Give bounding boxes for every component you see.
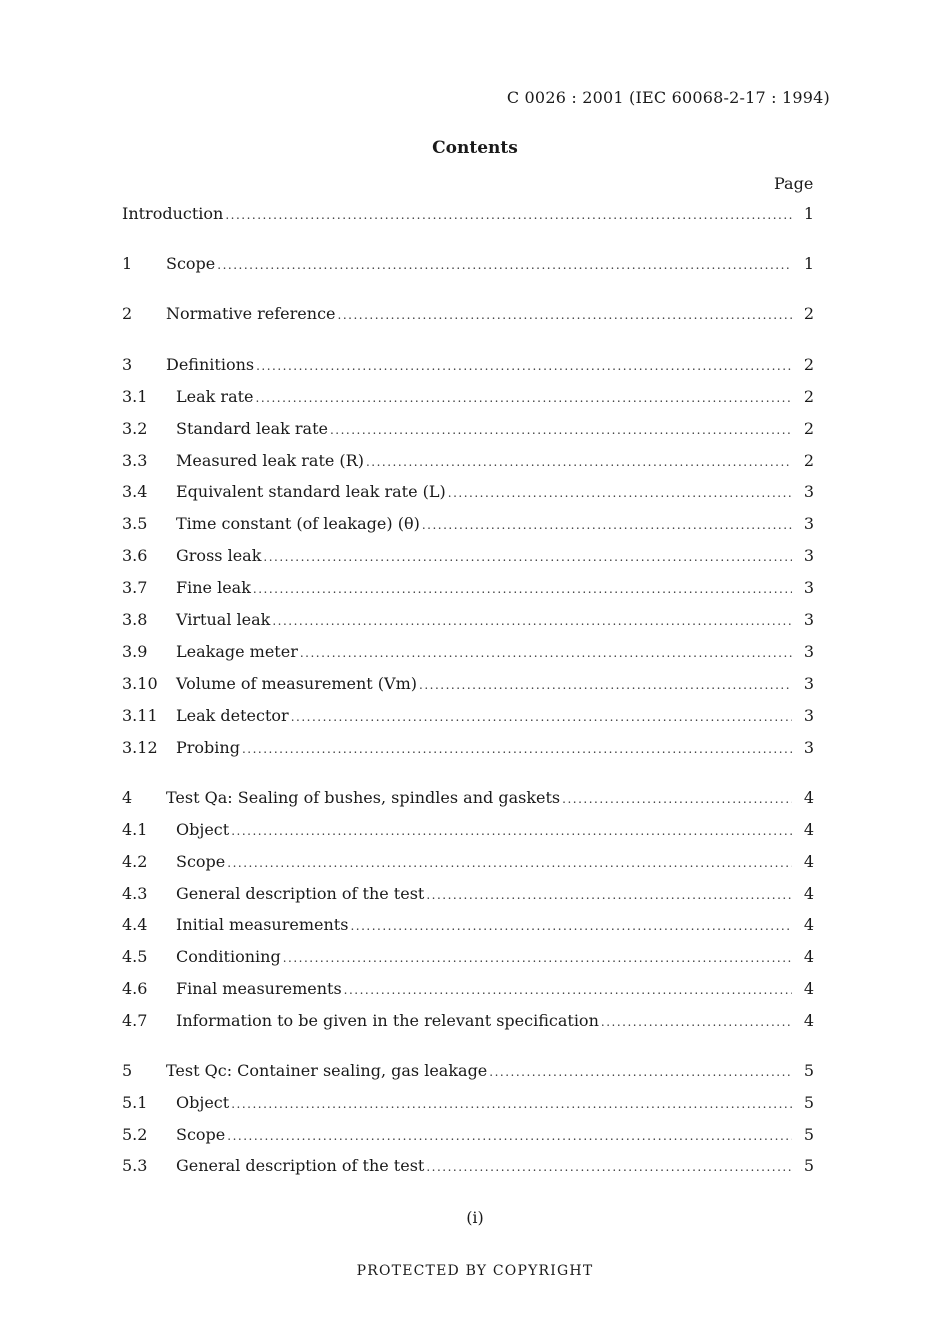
toc-label: Volume of measurement (Vm) [176, 674, 417, 693]
dot-leader [562, 788, 792, 810]
dot-leader [330, 419, 792, 441]
toc-label: Normative reference [166, 304, 336, 323]
toc-entry-3-8[interactable] [122, 609, 814, 631]
toc-page: 2 [803, 355, 814, 374]
copyright-notice: PROTECTED BY COPYRIGHT [356, 1263, 594, 1279]
toc-number: 5.1 [122, 1093, 148, 1112]
toc-number: 4 [122, 788, 133, 807]
toc-number: 3.5 [122, 514, 148, 533]
toc-label: Equivalent standard leak rate (L) [176, 482, 446, 501]
toc-label: Probing [176, 738, 240, 757]
toc-number: 4.4 [122, 915, 148, 934]
toc-label: Conditioning [176, 947, 281, 966]
toc-label: Standard leak rate [176, 419, 328, 438]
dot-leader [225, 204, 792, 226]
dot-leader [489, 1061, 792, 1083]
dot-leader [253, 578, 792, 600]
toc-page: 2 [803, 419, 814, 438]
toc-entry-3-10[interactable] [122, 673, 814, 695]
toc-page: 4 [803, 979, 814, 998]
toc-label: Information to be given in the relevant specification [176, 1011, 599, 1030]
toc-label: Scope [176, 1125, 226, 1144]
toc-number: 3.2 [122, 419, 148, 438]
toc-number: 1 [122, 254, 133, 273]
toc-entry-4-7[interactable] [122, 1010, 814, 1032]
toc-entry-1[interactable] [122, 253, 814, 275]
dot-leader [601, 1011, 792, 1033]
toc-label: Leak detector [176, 706, 289, 725]
toc-entry-3-12[interactable] [122, 737, 814, 759]
toc-page: 4 [803, 884, 814, 903]
toc-page: 5 [803, 1061, 814, 1080]
dot-leader [291, 706, 792, 728]
dot-leader [256, 387, 793, 409]
toc-entry-4-4[interactable] [122, 914, 814, 936]
toc-entry-introduction[interactable] [122, 203, 814, 225]
toc-entry-4-3[interactable] [122, 883, 814, 905]
toc-number: 4.3 [122, 884, 148, 903]
toc-entry-3-1[interactable] [122, 386, 814, 408]
toc-label: Object [176, 1093, 230, 1112]
toc-number: 5.3 [122, 1156, 148, 1175]
toc-number: 4.2 [122, 852, 148, 871]
dot-leader [227, 852, 792, 874]
toc-page: 1 [803, 204, 814, 223]
toc-label: Gross leak [176, 546, 262, 565]
toc-label: Time constant (of leakage) (θ) [176, 514, 420, 533]
toc-number: 5 [122, 1061, 133, 1080]
toc-number: 3.7 [122, 578, 148, 597]
toc-entry-3-7[interactable] [122, 577, 814, 599]
toc-page: 5 [803, 1093, 814, 1112]
dot-leader [256, 355, 792, 377]
toc-page: 2 [803, 304, 814, 323]
toc-entry-3[interactable] [122, 354, 814, 376]
dot-leader [344, 979, 792, 1001]
dot-leader [350, 915, 792, 937]
toc-number: 3.10 [122, 674, 158, 693]
toc-number: 3.9 [122, 642, 148, 661]
toc-label: Fine leak [176, 578, 251, 597]
toc-number: 3.8 [122, 610, 148, 629]
dot-leader [419, 674, 792, 696]
toc-label: Scope [176, 852, 226, 871]
toc-number: 3.4 [122, 482, 148, 501]
dot-leader [338, 304, 793, 326]
toc-label: Leakage meter [176, 642, 298, 661]
toc-page: 4 [803, 1011, 814, 1030]
toc-label: Object [176, 820, 230, 839]
toc-entry-4-1[interactable] [122, 819, 814, 841]
toc-number: 3.3 [122, 451, 148, 470]
toc-entry-4-6[interactable] [122, 978, 814, 1000]
toc-entry-5-1[interactable] [122, 1092, 814, 1114]
dot-leader [217, 254, 792, 276]
dot-leader [227, 1125, 792, 1147]
toc-page: 4 [803, 915, 814, 934]
toc-page: 3 [803, 610, 814, 629]
toc-number: 3.11 [122, 706, 158, 725]
dot-leader [422, 514, 792, 536]
toc-page: 4 [803, 852, 814, 871]
toc-page: 5 [803, 1156, 814, 1175]
toc-entry-4[interactable] [122, 787, 814, 809]
dot-leader [242, 738, 792, 760]
toc-page: 3 [803, 706, 814, 725]
page-number: (i) [466, 1208, 484, 1227]
toc-page: 4 [803, 788, 814, 807]
toc-page: 4 [803, 820, 814, 839]
toc-entry-5-3[interactable] [122, 1155, 814, 1177]
toc-page: 1 [803, 254, 814, 273]
toc-number: 3.6 [122, 546, 148, 565]
toc-page: 3 [803, 642, 814, 661]
toc-page: 3 [803, 674, 814, 693]
toc-entry-4-5[interactable] [122, 946, 814, 968]
toc-page: 4 [803, 947, 814, 966]
toc-page: 3 [803, 482, 814, 501]
dot-leader [426, 884, 792, 906]
toc-entry-3-4[interactable] [122, 481, 814, 503]
toc-page: 3 [803, 578, 814, 597]
toc-label: Introduction [122, 204, 224, 223]
dot-leader [263, 546, 792, 568]
toc-number: 3.1 [122, 387, 148, 406]
page-column-label: Page [774, 174, 814, 193]
document-code: C 0026 : 2001 (IEC 60068-2-17 : 1994) [506, 88, 830, 107]
toc-label: General description of the test [176, 1156, 425, 1175]
toc-page: 3 [803, 546, 814, 565]
toc-page: 2 [803, 387, 814, 406]
toc-number: 3.12 [122, 738, 158, 757]
dot-leader [283, 947, 792, 969]
dot-leader [231, 1093, 792, 1115]
toc-label: Final measurements [176, 979, 342, 998]
dot-leader [426, 1156, 792, 1178]
dot-leader [272, 610, 792, 632]
toc-number: 2 [122, 304, 133, 323]
toc-entry-5-2[interactable] [122, 1124, 814, 1146]
toc-entry-3-3[interactable] [122, 450, 814, 472]
toc-label: Test Qc: Container sealing, gas leakage [166, 1061, 488, 1080]
toc-entry-3-2[interactable] [122, 418, 814, 440]
toc-label: Initial measurements [176, 915, 349, 934]
dot-leader [448, 482, 792, 504]
toc-page: 5 [803, 1125, 814, 1144]
toc-entry-3-6[interactable] [122, 545, 814, 567]
toc-page: 3 [803, 738, 814, 757]
toc-entry-3-11[interactable] [122, 705, 814, 727]
toc-label: Definitions [166, 355, 255, 374]
toc-number: 4.1 [122, 820, 148, 839]
toc-number: 4.5 [122, 947, 148, 966]
dot-leader [231, 820, 792, 842]
page-title: Contents [432, 138, 518, 158]
toc-entry-3-9[interactable] [122, 641, 814, 663]
toc-number: 4.6 [122, 979, 148, 998]
toc-label: Measured leak rate (R) [176, 451, 364, 470]
toc-entry-4-2[interactable] [122, 851, 814, 873]
toc-page: 2 [803, 451, 814, 470]
toc-label: Test Qa: Sealing of bushes, spindles and gaskets [166, 788, 561, 807]
toc-page: 3 [803, 514, 814, 533]
toc-number: 3 [122, 355, 133, 374]
toc-entry-5[interactable] [122, 1060, 814, 1082]
toc-number: 5.2 [122, 1125, 148, 1144]
toc-label: Virtual leak [176, 610, 271, 629]
toc-label: Scope [166, 254, 216, 273]
toc-entry-2[interactable] [122, 303, 814, 325]
dot-leader [366, 451, 792, 473]
toc-entry-3-5[interactable] [122, 513, 814, 535]
dot-leader [300, 642, 792, 664]
toc-number: 4.7 [122, 1011, 148, 1030]
toc-label: Leak rate [176, 387, 254, 406]
toc-label: General description of the test [176, 884, 425, 903]
